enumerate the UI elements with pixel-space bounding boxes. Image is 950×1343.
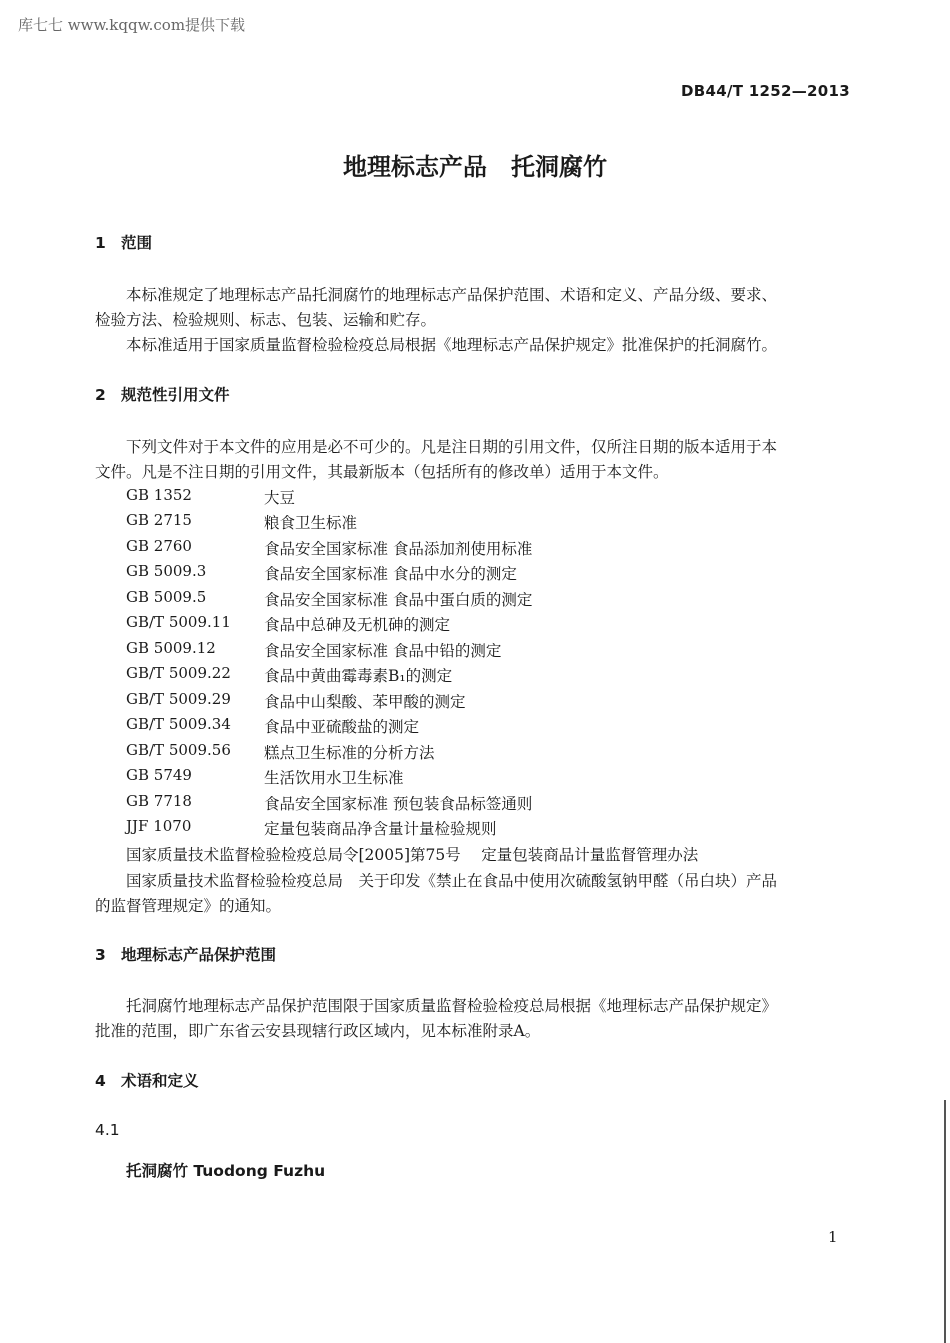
reference-code: GB/T 5009.56 bbox=[126, 741, 231, 759]
notice-line: 国家质量技术监督检验检疫总局 关于印发《禁止在食品中使用次硫酸氢钠甲醛（吊白块）产品 bbox=[126, 872, 778, 890]
page-title: 地理标志产品 托洞腐竹 bbox=[343, 153, 607, 181]
notice-line: 的监督管理规定》的通知。 bbox=[95, 897, 282, 915]
section-heading-1 bbox=[95, 231, 152, 253]
reference-code: GB 5749 bbox=[126, 766, 192, 784]
reference-code: GB 7718 bbox=[126, 792, 192, 810]
section-heading-3 bbox=[95, 943, 276, 965]
reference-title: 食品安全国家标准 食品中铅的测定 bbox=[264, 642, 502, 660]
section-title: 术语和定义 bbox=[121, 1072, 199, 1090]
reference-code: GB 1352 bbox=[126, 486, 192, 504]
reference-title: 食品安全国家标准 预包装食品标签通则 bbox=[264, 795, 533, 813]
section-heading-2 bbox=[95, 383, 230, 405]
reference-code: GB 5009.3 bbox=[126, 562, 207, 580]
reference-title: 食品中山梨酸、苯甲酸的测定 bbox=[264, 693, 466, 711]
section-number: 3 bbox=[95, 946, 106, 964]
protection-range-line: 托洞腐竹地理标志产品保护范围限于国家质量监督检验检疫总局根据《地理标志产品保护规定》 bbox=[126, 997, 778, 1015]
references-intro-line: 文件。凡是不注日期的引用文件，其最新版本（包括所有的修改单）适用于本文件。 bbox=[95, 463, 669, 481]
document-number: DB44/T 1252—2013 bbox=[681, 82, 850, 100]
reference-title: 食品安全国家标准 食品中蛋白质的测定 bbox=[264, 591, 533, 609]
reference-title: 大豆 bbox=[264, 489, 296, 507]
reference-title: 粮食卫生标准 bbox=[264, 514, 358, 532]
reference-code: JJF 1070 bbox=[126, 817, 192, 835]
reference-code: GB/T 5009.34 bbox=[126, 715, 231, 733]
reference-code: GB 5009.5 bbox=[126, 588, 207, 606]
term-name: 托洞腐竹 Tuodong Fuzhu bbox=[126, 1162, 326, 1180]
reference-title: 食品安全国家标准 食品添加剂使用标准 bbox=[264, 540, 533, 558]
section-title: 地理标志产品保护范围 bbox=[121, 946, 277, 964]
reference-code: GB 5009.12 bbox=[126, 639, 216, 657]
reference-title: 生活饮用水卫生标准 bbox=[264, 769, 404, 787]
regulation-order-line: 国家质量技术监督检验检疫总局令[2005]第75号 定量包装商品计量监督管理办法 bbox=[126, 846, 699, 864]
protection-range-line: 批准的范围，即广东省云安县现辖行政区域内，见本标准附录A。 bbox=[95, 1022, 541, 1040]
scope-applicability-paragraph: 本标准适用于国家质量监督检验检疫总局根据《地理标志产品保护规定》批准保护的托洞腐竹。 bbox=[126, 336, 778, 354]
page-number: 1 bbox=[828, 1228, 838, 1246]
scope-paragraph-line: 检验方法、检验规则、标志、包装、运输和贮存。 bbox=[95, 311, 437, 329]
section-number: 2 bbox=[95, 386, 106, 404]
reference-title: 食品中亚硫酸盐的测定 bbox=[264, 718, 420, 736]
reference-code: GB/T 5009.22 bbox=[126, 664, 231, 682]
scope-paragraph-line: 本标准规定了地理标志产品托洞腐竹的地理标志产品保护范围、术语和定义、产品分级、要求、 bbox=[126, 286, 778, 304]
section-title: 规范性引用文件 bbox=[121, 386, 230, 404]
reference-title: 食品安全国家标准 食品中水分的测定 bbox=[264, 565, 517, 583]
section-number: 4 bbox=[95, 1072, 106, 1090]
section-number: 1 bbox=[95, 234, 106, 252]
references-intro-line: 下列文件对于本文件的应用是必不可少的。凡是注日期的引用文件，仅所注日期的版本适用于本 bbox=[126, 438, 778, 456]
scan-edge-line bbox=[944, 1100, 946, 1343]
watermark-text: 库七七 www.kqqw.com提供下载 bbox=[18, 16, 246, 34]
reference-title: 糕点卫生标准的分析方法 bbox=[264, 744, 435, 762]
subsection-number: 4.1 bbox=[95, 1121, 120, 1139]
reference-title: 定量包装商品净含量计量检验规则 bbox=[264, 820, 497, 838]
section-title: 范围 bbox=[121, 234, 153, 252]
reference-code: GB 2715 bbox=[126, 511, 192, 529]
reference-title: 食品中黄曲霉毒素B₁的测定 bbox=[264, 667, 453, 685]
section-heading-4 bbox=[95, 1069, 199, 1091]
reference-code: GB/T 5009.29 bbox=[126, 690, 231, 708]
reference-title: 食品中总砷及无机砷的测定 bbox=[264, 616, 451, 634]
reference-code: GB 2760 bbox=[126, 537, 192, 555]
reference-code: GB/T 5009.11 bbox=[126, 613, 231, 631]
